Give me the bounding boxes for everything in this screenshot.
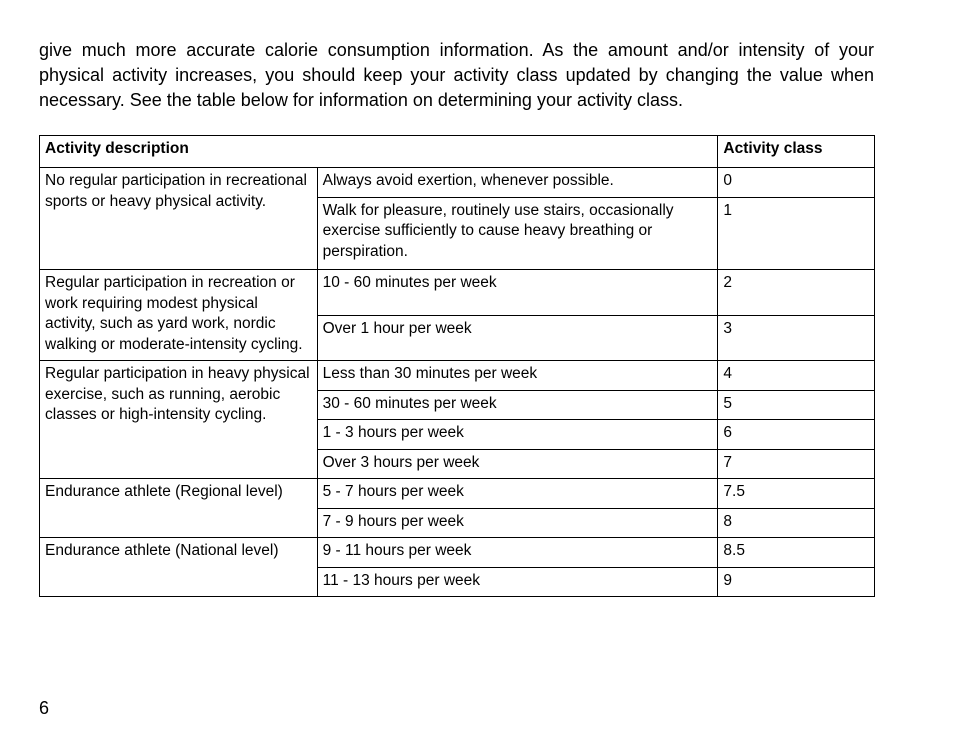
table-row	[40, 479, 875, 509]
activity-class-value: 7.5	[718, 479, 875, 509]
activity-detail: 1 - 3 hours per week	[317, 420, 718, 450]
table-row	[40, 538, 875, 568]
activity-class-value: 8.5	[718, 538, 875, 568]
activity-class-value: 9	[718, 567, 875, 597]
activity-detail: 10 - 60 minutes per week	[317, 270, 718, 316]
group-description: Endurance athlete (Regional level)	[40, 479, 318, 538]
table-header-row	[40, 136, 875, 168]
group-description: Regular participation in heavy physical exercise, such as running, aerobic classes or high-intensity cycling.	[40, 361, 318, 479]
page-number: 6	[39, 698, 50, 718]
activity-detail: Over 3 hours per week	[317, 449, 718, 479]
activity-class-value: 3	[718, 315, 875, 361]
intro-paragraph: give much more accurate calorie consumption information. As the amount and/or intensity of your physical activity increases, you should keep your activity class updated by changing the value when necessary. See the table below for information on determining your activity class.	[39, 40, 874, 110]
header-activity-class: Activity class	[718, 136, 875, 168]
activity-detail: 5 - 7 hours per week	[317, 479, 718, 509]
activity-detail: 30 - 60 minutes per week	[317, 390, 718, 420]
activity-class-value: 7	[718, 449, 875, 479]
activity-detail: 7 - 9 hours per week	[317, 508, 718, 538]
activity-class-value: 5	[718, 390, 875, 420]
activity-class-value: 6	[718, 420, 875, 450]
group-description: Endurance athlete (National level)	[40, 538, 318, 597]
activity-class-value: 0	[718, 168, 875, 198]
group-description: No regular participation in recreational sports or heavy physical activity.	[40, 168, 318, 270]
activity-class-table	[39, 135, 875, 597]
table-row	[40, 168, 875, 198]
activity-detail: Always avoid exertion, whenever possible.	[317, 168, 718, 198]
activity-detail: Walk for pleasure, routinely use stairs, occasionally exercise sufficiently to cause heavy breathing or perspiration.	[317, 197, 718, 270]
activity-class-value: 8	[718, 508, 875, 538]
header-activity-description: Activity description	[40, 136, 718, 168]
activity-detail: 9 - 11 hours per week	[317, 538, 718, 568]
activity-detail: Over 1 hour per week	[317, 315, 718, 361]
activity-class-value: 1	[718, 197, 875, 270]
activity-detail: Less than 30 minutes per week	[317, 361, 718, 391]
activity-class-value: 2	[718, 270, 875, 316]
table-row	[40, 361, 875, 391]
activity-class-value: 4	[718, 361, 875, 391]
table-row	[40, 270, 875, 316]
group-description: Regular participation in recreation or work requiring modest physical activity, such as yard work, nordic walking or moderate-intensity cycling.	[40, 270, 318, 361]
activity-detail: 11 - 13 hours per week	[317, 567, 718, 597]
